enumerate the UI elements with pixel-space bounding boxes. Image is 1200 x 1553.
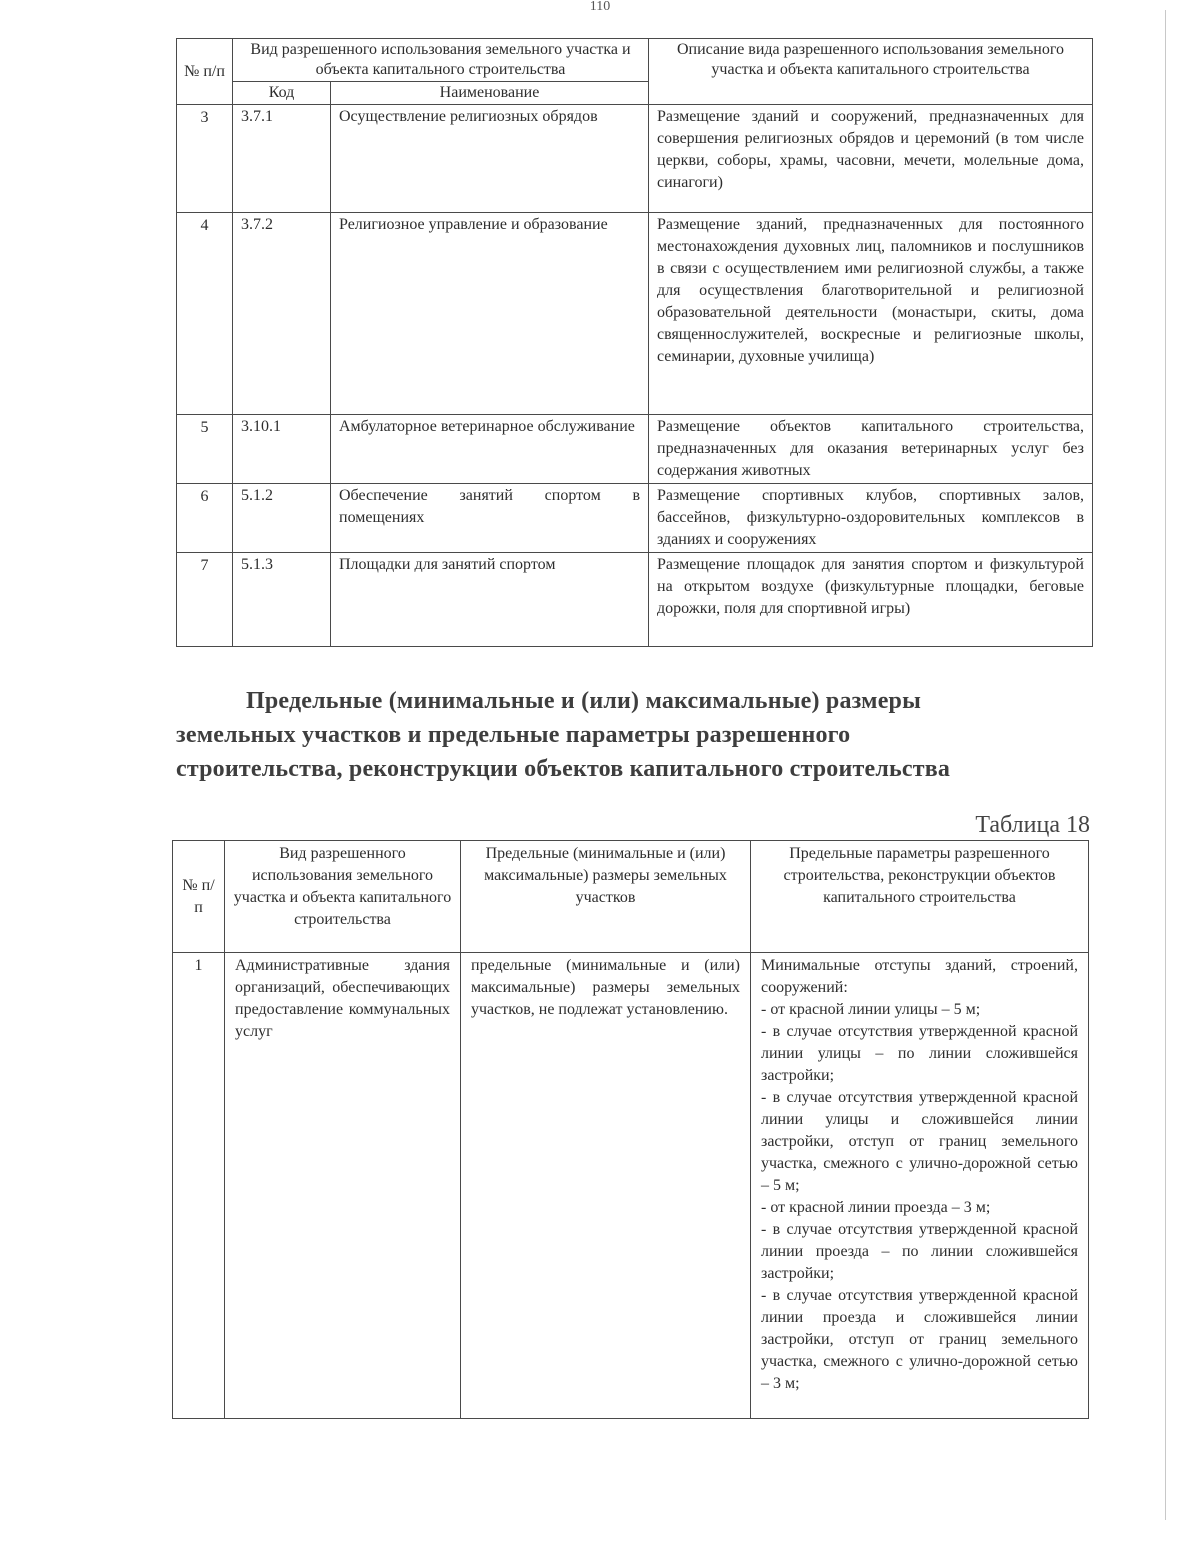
header-use: Вид разрешенного использования земельного участка и объекта капитального строительства: [225, 841, 461, 953]
header-num: № п/п: [173, 841, 225, 953]
table-row: [173, 953, 1089, 1419]
header-sizes: Предельные (минимальные и (или) максимальные) размеры земельных участков: [461, 841, 751, 953]
param-line: Минимальные отступы зданий, строений, сооружений:: [761, 957, 1078, 996]
page-number: 110: [589, 0, 611, 14]
row-code: 5.1.3: [233, 553, 331, 647]
param-line: - в случае отсутствия утвержденной красной линии проезда и сложившейся линии застройки, отступ от границ земельного участка, смежного с улично-дорожной сетью – 3 м;: [761, 1287, 1078, 1392]
row-description: Размещение объектов капитального строительства, предназначенных для оказания ветеринарных услуг без содержания животных: [649, 415, 1093, 484]
header-code: Код: [233, 82, 331, 105]
header-description: Описание вида разрешенного использования земельного участка и объекта капитального строительства: [649, 39, 1093, 105]
header-num: № п/п: [177, 39, 233, 105]
scan-edge-line: [1165, 10, 1166, 1520]
row-num: 6: [177, 484, 233, 553]
heading-line: земельных участков и предельные параметры разрешенного: [176, 722, 851, 748]
table-header-row: [177, 39, 1093, 82]
table-header-row: [173, 841, 1089, 953]
param-line: - в случае отсутствия утвержденной красной линии улицы – по линии сложившейся застройки;: [761, 1023, 1078, 1084]
table-row: [177, 415, 1093, 484]
row-code: 3.10.1: [233, 415, 331, 484]
table-row: [177, 553, 1093, 647]
header-name: Наименование: [331, 82, 649, 105]
row-code: 3.7.2: [233, 213, 331, 415]
table-row: [177, 484, 1093, 553]
param-line: - от красной линии улицы – 5 м;: [761, 1001, 981, 1018]
row-name: Амбулаторное ветеринарное обслуживание: [331, 415, 649, 484]
row-description: Размещение площадок для занятия спортом и физкультурой на открытом воздухе (физкультурные площадки, беговые дорожки, поля для спортивной игры): [649, 553, 1093, 647]
section-heading: [176, 684, 1090, 786]
row-sizes: предельные (минимальные и (или) максимальные) размеры земельных участков, не подлежат установлению.: [461, 953, 751, 1419]
permitted-uses-table: [176, 38, 1093, 647]
row-code: 5.1.2: [233, 484, 331, 553]
row-description: Размещение зданий, предназначенных для постоянного местонахождения духовных лиц, паломников и послушников в связи с осуществлением ими религиозной службы, а также для осуществления благотворительной и религиозной образовательной деятельности (монастыри, скиты, дома священнослужителей, воскресные и религиозные школы, семинарии, духовные училища): [649, 213, 1093, 415]
row-description: Размещение зданий и сооружений, предназначенных для совершения религиозных обрядов и церемоний (в том числе церкви, соборы, храмы, часовни, мечети, молельные дома, синагоги): [649, 105, 1093, 213]
table-row: [177, 213, 1093, 415]
row-name: Религиозное управление и образование: [331, 213, 649, 415]
row-num: 4: [177, 213, 233, 415]
header-use-group: Вид разрешенного использования земельного участка и объекта капитального строительства: [233, 39, 649, 82]
row-description: Размещение спортивных клубов, спортивных залов, бассейнов, физкультурно-оздоровительных комплексов в зданиях и сооружениях: [649, 484, 1093, 553]
row-name: Обеспечение занятий спортом в помещениях: [331, 484, 649, 553]
param-line: - от красной линии проезда – 3 м;: [761, 1199, 991, 1216]
table-caption: Таблица 18: [975, 812, 1090, 838]
table-row: [177, 105, 1093, 213]
row-num: 5: [177, 415, 233, 484]
param-line: - в случае отсутствия утвержденной красной линии улицы и сложившейся линии застройки, отступ от границ земельного участка, смежного с улично-дорожной сетью – 5 м;: [761, 1089, 1078, 1194]
row-name: Осуществление религиозных обрядов: [331, 105, 649, 213]
limit-parameters-table: [172, 840, 1089, 1419]
row-use: Административные здания организаций, обеспечивающих предоставление коммунальных услуг: [225, 953, 461, 1419]
row-num: 1: [173, 953, 225, 1419]
param-line: - в случае отсутствия утвержденной красной линии проезда – по линии сложившейся застройки;: [761, 1221, 1078, 1282]
row-code: 3.7.1: [233, 105, 331, 213]
header-params: Предельные параметры разрешенного строительства, реконструкции объектов капитального строительства: [751, 841, 1089, 953]
row-num: 7: [177, 553, 233, 647]
row-num: 3: [177, 105, 233, 213]
row-params: [751, 953, 1089, 1419]
row-name: Площадки для занятий спортом: [331, 553, 649, 647]
heading-line: Предельные (минимальные и (или) максимальные) размеры: [246, 688, 922, 714]
heading-line: строительства, реконструкции объектов капитального строительства: [176, 756, 951, 782]
